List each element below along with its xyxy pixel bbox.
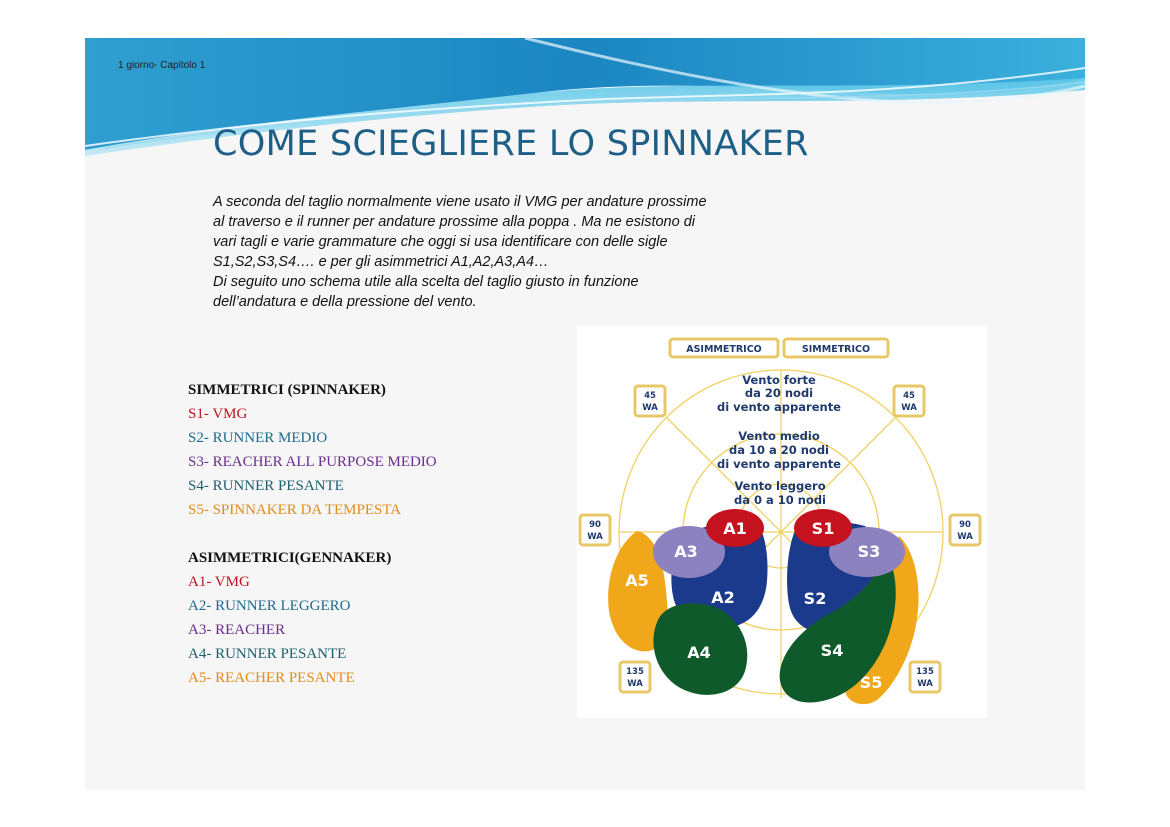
wa-45-badge-left: [635, 386, 665, 416]
svg-text:Vento leggero: Vento leggero: [734, 479, 826, 493]
svg-text:A3: A3: [674, 542, 698, 561]
intro-paragraph: [213, 192, 813, 312]
svg-text:WA: WA: [901, 403, 917, 413]
list-item: S5- SPINNAKER DA TEMPESTA: [188, 502, 402, 518]
svg-text:45: 45: [644, 391, 656, 401]
sail-lists: [188, 378, 548, 690]
svg-text:A2: A2: [711, 588, 735, 607]
list-item: S3- REACHER ALL PURPOSE MEDIO: [188, 454, 437, 470]
svg-text:S2: S2: [803, 589, 827, 608]
list-item: S4- RUNNER PESANTE: [188, 478, 344, 494]
intro-line: S1,S2,S3,S4…. e per gli asimmetrici A1,A2,A3,A4…: [213, 254, 549, 270]
svg-text:WA: WA: [642, 403, 658, 413]
svg-text:WA: WA: [957, 532, 973, 542]
header-chapter-label: 1 giorno- Capitolo 1: [118, 60, 206, 71]
svg-text:di vento apparente: di vento apparente: [716, 457, 842, 471]
svg-text:135: 135: [626, 667, 644, 677]
svg-text:A5: A5: [625, 571, 649, 590]
svg-text:WA: WA: [917, 679, 933, 689]
zone-light-wind-label: [734, 479, 826, 507]
list-item: S1- VMG: [188, 406, 248, 422]
svg-text:S4: S4: [820, 641, 844, 660]
svg-text:SIMMETRICO: SIMMETRICO: [801, 344, 871, 355]
svg-text:45: 45: [903, 391, 915, 401]
spinnaker-selection-diagram: [577, 326, 987, 718]
svg-text:90: 90: [959, 520, 971, 530]
svg-text:WA: WA: [587, 532, 603, 542]
tab-symmetric: [784, 339, 888, 357]
sail-a1: [706, 509, 764, 547]
intro-line: Di seguito uno schema utile alla scelta del taglio giusto in funzione: [213, 274, 639, 290]
list-item: A1- VMG: [188, 574, 250, 590]
list-item: A2- RUNNER LEGGERO: [188, 598, 351, 614]
slide: [85, 38, 1085, 790]
list-item: A3- REACHER: [188, 622, 286, 638]
wa-90-badge-left: [580, 515, 610, 545]
wa-135-badge-right: [910, 662, 940, 692]
intro-line: vari tagli e varie grammature che oggi si usa identificare con delle sigle: [213, 234, 668, 250]
svg-text:da 20 nodi: da 20 nodi: [744, 386, 814, 400]
asymmetric-list: [188, 570, 548, 690]
svg-text:da 10 a 20 nodi: da 10 a 20 nodi: [728, 443, 830, 457]
intro-line: al traverso e il runner per andature prossime alla poppa . Ma ne esistono di: [213, 214, 695, 230]
tab-asymmetric: [670, 339, 778, 357]
svg-text:135: 135: [916, 667, 934, 677]
svg-text:da 0 a 10 nodi: da 0 a 10 nodi: [733, 493, 827, 507]
svg-text:S3: S3: [857, 542, 881, 561]
svg-text:A4: A4: [687, 643, 711, 662]
svg-text:Vento medio: Vento medio: [738, 429, 820, 443]
svg-text:Vento forte: Vento forte: [742, 373, 816, 387]
sail-s1: [794, 509, 852, 547]
svg-text:WA: WA: [627, 679, 643, 689]
intro-line: dell’andatura e della pressione del vento.: [213, 294, 477, 310]
page-title: COME SCIEGLIERE LO SPINNAKER: [213, 124, 809, 164]
wa-45-badge-right: [894, 386, 924, 416]
wa-135-badge-left: [620, 662, 650, 692]
svg-text:A1: A1: [723, 519, 747, 538]
intro-line: A seconda del taglio normalmente viene usato il VMG per andature prossime: [213, 194, 707, 210]
svg-text:S5: S5: [859, 673, 883, 692]
svg-text:S1: S1: [811, 519, 835, 538]
svg-text:90: 90: [589, 520, 601, 530]
list-item: A4- RUNNER PESANTE: [188, 646, 347, 662]
symmetric-heading: SIMMETRICI (SPINNAKER): [188, 382, 386, 398]
wa-90-badge-right: [950, 515, 980, 545]
list-item: S2- RUNNER MEDIO: [188, 430, 328, 446]
symmetric-list: [188, 402, 548, 522]
asymmetric-heading: ASIMMETRICI(GENNAKER): [188, 550, 392, 566]
svg-text:ASIMMETRICO: ASIMMETRICO: [686, 344, 762, 355]
svg-text:di vento apparente: di vento apparente: [716, 400, 842, 414]
list-item: A5- REACHER PESANTE: [188, 670, 355, 686]
